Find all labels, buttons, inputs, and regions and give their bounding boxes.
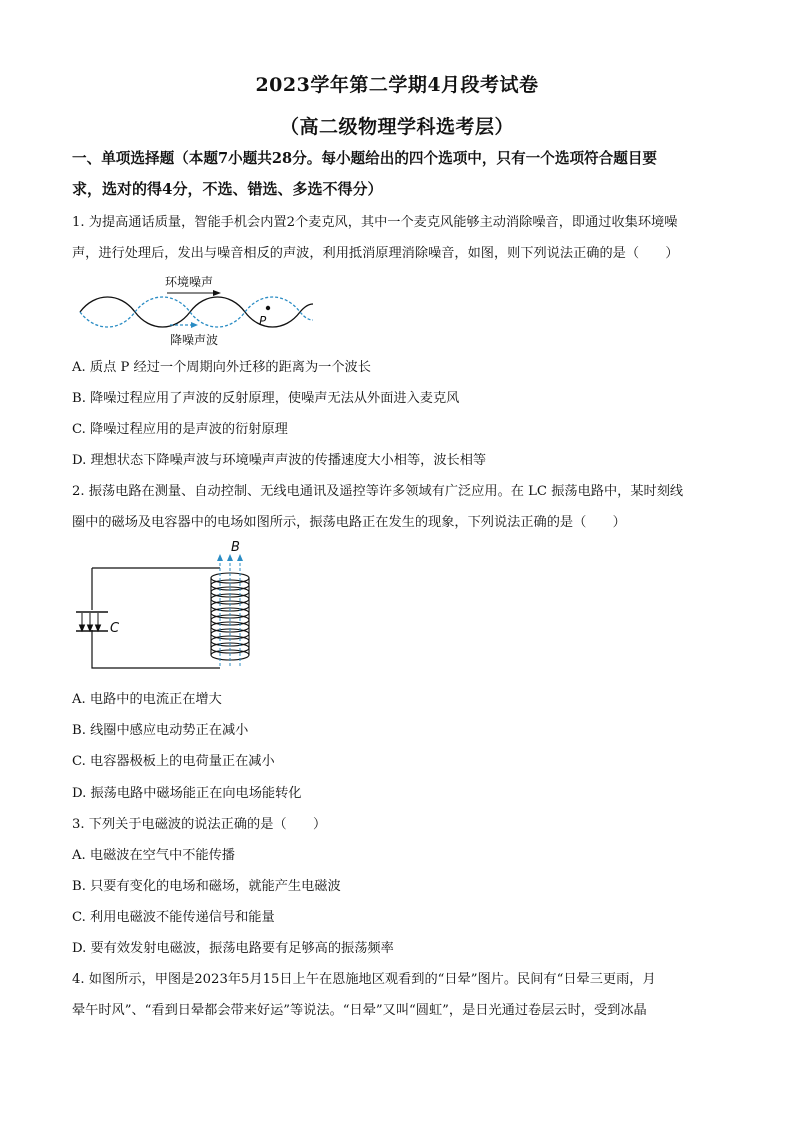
q2-option-a: A. 电路中的电流正在增大 xyxy=(72,692,222,707)
q2-capacitor-field-arrows xyxy=(80,613,101,631)
q4-stem-line2: 晕午时风”、“看到日晕都会带来好运”等说法。“日晕”又叫“圆虹”，是日光通过卷层云时，受到冰晶 xyxy=(72,1003,647,1018)
q2-lc-circuit-figure xyxy=(70,538,260,673)
q2-stem-line1: 2. 振荡电路在测量、自动控制、无线电通讯及遥控等许多领域有广泛应用。在 LC 振荡电路中，某时刻线 xyxy=(72,484,684,499)
exam-title: 2023学年第二学期4月段考试卷 xyxy=(255,74,539,96)
q2-capacitor-label: C xyxy=(110,621,120,636)
q1-option-a: A. 质点 P 经过一个周期向外迁移的距离为一个波长 xyxy=(72,360,371,375)
q2-option-c: C. 电容器极板上的电荷量正在减小 xyxy=(72,754,275,769)
q1-option-c: C. 降噪过程应用的是声波的衍射原理 xyxy=(72,422,288,437)
q2-magnetic-field-label: B xyxy=(231,540,240,555)
q2-option-d: D. 振荡电路中磁场能正在向电场能转化 xyxy=(72,786,302,801)
q1-wave-figure xyxy=(75,270,325,350)
q3-option-d: D. 要有效发射电磁波，振荡电路要有足够高的振荡频率 xyxy=(72,941,394,956)
q2-stem-line2: 圈中的磁场及电容器中的电场如图所示，振荡电路正在发生的现象，下列说法正确的是（ ） xyxy=(72,515,626,530)
q1-denoise-arrowhead xyxy=(191,322,198,328)
q1-ambient-arrowhead xyxy=(213,290,221,296)
q1-point-p-marker xyxy=(266,306,270,310)
section-heading-line1: 一、单项选择题（本题7小题共28分。每小题给出的四个选项中，只有一个选项符合题目要 xyxy=(72,150,658,167)
q3-option-c: C. 利用电磁波不能传递信号和能量 xyxy=(72,910,275,925)
section-heading xyxy=(72,144,732,204)
q2-option-b: B. 线圈中感应电动势正在减小 xyxy=(72,723,249,738)
q4-stem-line1: 4. 如图所示，甲图是2023年5月15日上午在恩施地区观看到的“日晕”图片。民间有“日晕三更雨，月 xyxy=(72,972,656,987)
q1-label-denoise-wave: 降噪声波 xyxy=(170,333,219,347)
q2-circuit-wire xyxy=(92,568,220,668)
q1-point-p-label: P xyxy=(259,314,267,328)
q3-stem: 3. 下列关于电磁波的说法正确的是（ ） xyxy=(72,817,327,832)
q1-option-b: B. 降噪过程应用了声波的反射原理，使噪声无法从外面进入麦克风 xyxy=(72,391,460,406)
q3-option-b: B. 只要有变化的电场和磁场，就能产生电磁波 xyxy=(72,879,341,894)
q2-coil xyxy=(211,573,249,660)
section-heading-line2: 求，选对的得4分，不选、错选、多选不得分） xyxy=(72,180,383,198)
q2-magnetic-field-arrowheads xyxy=(217,554,243,561)
exam-subtitle: （高二级物理学科选考层） xyxy=(279,116,514,138)
q1-option-d: D. 理想状态下降噪声波与环境噪声声波的传播速度大小相等，波长相等 xyxy=(72,453,487,468)
q1-ambient-wave xyxy=(80,297,313,327)
q3-option-a: A. 电磁波在空气中不能传播 xyxy=(72,848,235,863)
q1-label-ambient-noise: 环境噪声 xyxy=(165,275,214,289)
q1-stem-line1: 1. 为提高通话质量，智能手机会内置2个麦克风，其中一个麦克风能够主动消除噪音，即通过收集环境噪 xyxy=(72,215,678,230)
q1-denoise-wave xyxy=(80,297,313,327)
q1-stem-line2: 声，进行处理后，发出与噪音相反的声波，利用抵消原理消除噪音，如图，则下列说法正确的是（ ） xyxy=(72,246,679,261)
